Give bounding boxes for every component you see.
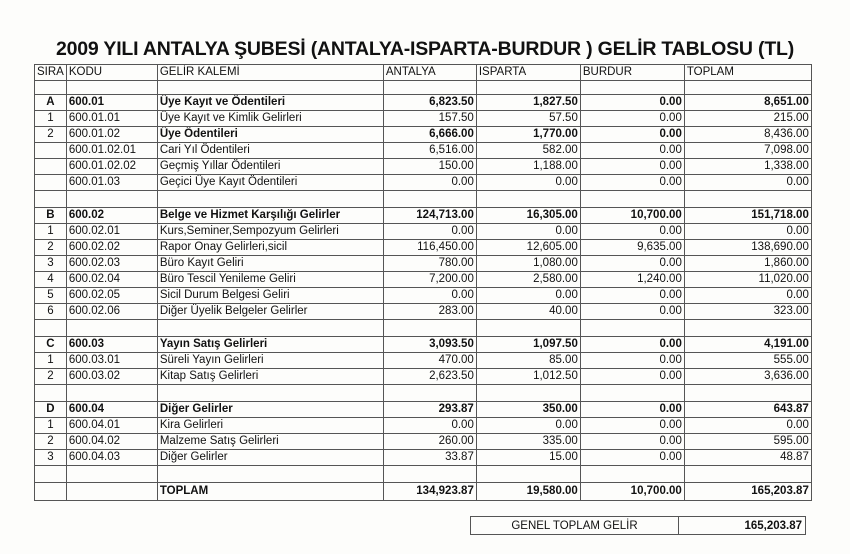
- header-sira: SIRA: [35, 65, 67, 81]
- row-isparta: 0.00: [476, 224, 580, 240]
- row-name: Kitap Satış Gelirleri: [157, 369, 383, 385]
- row-code: 600.04.03: [66, 450, 157, 466]
- table-row: [35, 143, 812, 159]
- row-sira: 4: [35, 272, 67, 288]
- row-burdur: 0.00: [580, 418, 684, 434]
- empty-cell: [157, 466, 383, 483]
- row-antalya: 0.00: [383, 418, 476, 434]
- table-row: [35, 418, 812, 434]
- empty-cell: [684, 191, 811, 208]
- row-name: Kurs,Seminer,Sempozyum Gelirleri: [157, 224, 383, 240]
- row-isparta: 12,605.00: [476, 240, 580, 256]
- row-name: Malzeme Satış Gelirleri: [157, 434, 383, 450]
- row-sira: 3: [35, 450, 67, 466]
- row-code: 600.02.04: [66, 272, 157, 288]
- section-letter: A: [35, 95, 67, 111]
- section-antalya: 293.87: [383, 402, 476, 418]
- row-isparta: 2,580.00: [476, 272, 580, 288]
- row-code: 600.01.02.02: [66, 159, 157, 175]
- row-name: Süreli Yayın Gelirleri: [157, 353, 383, 369]
- row-code: 600.02.05: [66, 288, 157, 304]
- table-row: [35, 111, 812, 127]
- row-toplam: 0.00: [684, 418, 811, 434]
- empty-cell: [157, 81, 383, 95]
- row-antalya: 150.00: [383, 159, 476, 175]
- empty-cell: [476, 320, 580, 337]
- spacer-row: [35, 466, 812, 483]
- empty-cell: [35, 483, 67, 501]
- row-code: 600.02.01: [66, 224, 157, 240]
- row-sira: 1: [35, 353, 67, 369]
- row-antalya: 33.87: [383, 450, 476, 466]
- section-antalya: 6,823.50: [383, 95, 476, 111]
- row-sira: 1: [35, 111, 67, 127]
- row-antalya: 0.00: [383, 175, 476, 191]
- empty-cell: [66, 81, 157, 95]
- section-name: Yayın Satış Gelirleri: [157, 337, 383, 353]
- grand-total-value: 165,203.87: [679, 517, 806, 535]
- row-isparta: 1,770.00: [476, 127, 580, 143]
- table-row: [35, 224, 812, 240]
- row-code: 600.01.02.01: [66, 143, 157, 159]
- total-antalya: 134,923.87: [383, 483, 476, 501]
- section-code: 600.01: [66, 95, 157, 111]
- row-name: Geçici Üye Kayıt Ödentileri: [157, 175, 383, 191]
- total-burdur: 10,700.00: [580, 483, 684, 501]
- section-code: 600.03: [66, 337, 157, 353]
- header-kalem: GELİR KALEMİ: [157, 65, 383, 81]
- row-burdur: 0.00: [580, 175, 684, 191]
- section-code: 600.02: [66, 208, 157, 224]
- row-toplam: 215.00: [684, 111, 811, 127]
- row-toplam: 48.87: [684, 450, 811, 466]
- section-row: [35, 95, 812, 111]
- total-isparta: 19,580.00: [476, 483, 580, 501]
- section-toplam: 4,191.00: [684, 337, 811, 353]
- row-toplam: 3,636.00: [684, 369, 811, 385]
- row-toplam: 555.00: [684, 353, 811, 369]
- total-row: [35, 483, 812, 501]
- row-code: 600.02.06: [66, 304, 157, 320]
- empty-cell: [35, 320, 67, 337]
- row-burdur: 9,635.00: [580, 240, 684, 256]
- empty-cell: [35, 191, 67, 208]
- empty-cell: [66, 483, 157, 501]
- total-label: TOPLAM: [157, 483, 383, 501]
- row-name: Üye Kayıt ve Kimlik Gelirleri: [157, 111, 383, 127]
- table-row: [35, 288, 812, 304]
- section-isparta: 1,097.50: [476, 337, 580, 353]
- row-isparta: 1,012.50: [476, 369, 580, 385]
- empty-cell: [580, 385, 684, 402]
- section-burdur: 0.00: [580, 337, 684, 353]
- section-burdur: 0.00: [580, 95, 684, 111]
- empty-cell: [66, 320, 157, 337]
- section-name: Diğer Gelirler: [157, 402, 383, 418]
- row-burdur: 1,240.00: [580, 272, 684, 288]
- table-row: [35, 159, 812, 175]
- row-sira: [35, 175, 67, 191]
- header-burdur: BURDUR: [580, 65, 684, 81]
- section-code: 600.04: [66, 402, 157, 418]
- spacer-row: [35, 191, 812, 208]
- empty-cell: [383, 320, 476, 337]
- row-antalya: 2,623.50: [383, 369, 476, 385]
- row-burdur: 0.00: [580, 127, 684, 143]
- row-isparta: 57.50: [476, 111, 580, 127]
- empty-cell: [157, 385, 383, 402]
- row-toplam: 323.00: [684, 304, 811, 320]
- empty-cell: [684, 385, 811, 402]
- empty-cell: [66, 191, 157, 208]
- row-toplam: 1,860.00: [684, 256, 811, 272]
- spacer-row: [35, 81, 812, 95]
- row-sira: 3: [35, 256, 67, 272]
- row-antalya: 116,450.00: [383, 240, 476, 256]
- row-burdur: 0.00: [580, 369, 684, 385]
- row-name: Büro Tescil Yenileme Geliri: [157, 272, 383, 288]
- row-toplam: 595.00: [684, 434, 811, 450]
- empty-cell: [684, 81, 811, 95]
- income-table: [34, 64, 812, 501]
- empty-cell: [580, 81, 684, 95]
- empty-cell: [35, 81, 67, 95]
- empty-cell: [35, 385, 67, 402]
- row-sira: 2: [35, 434, 67, 450]
- row-burdur: 0.00: [580, 111, 684, 127]
- empty-cell: [383, 385, 476, 402]
- spacer-row: [35, 385, 812, 402]
- row-toplam: 0.00: [684, 175, 811, 191]
- row-sira: 5: [35, 288, 67, 304]
- row-toplam: 138,690.00: [684, 240, 811, 256]
- row-toplam: 7,098.00: [684, 143, 811, 159]
- table-row: [35, 450, 812, 466]
- row-toplam: 0.00: [684, 288, 811, 304]
- section-burdur: 10,700.00: [580, 208, 684, 224]
- empty-cell: [684, 466, 811, 483]
- row-burdur: 0.00: [580, 224, 684, 240]
- row-isparta: 0.00: [476, 288, 580, 304]
- row-code: 600.04.01: [66, 418, 157, 434]
- row-isparta: 335.00: [476, 434, 580, 450]
- row-antalya: 283.00: [383, 304, 476, 320]
- empty-cell: [476, 81, 580, 95]
- row-toplam: 11,020.00: [684, 272, 811, 288]
- row-name: Üye Ödentileri: [157, 127, 383, 143]
- row-burdur: 0.00: [580, 159, 684, 175]
- row-isparta: 0.00: [476, 175, 580, 191]
- empty-cell: [383, 81, 476, 95]
- empty-cell: [157, 320, 383, 337]
- empty-cell: [476, 466, 580, 483]
- empty-cell: [476, 385, 580, 402]
- row-toplam: 1,338.00: [684, 159, 811, 175]
- row-antalya: 0.00: [383, 224, 476, 240]
- empty-cell: [35, 466, 67, 483]
- row-isparta: 40.00: [476, 304, 580, 320]
- row-antalya: 6,666.00: [383, 127, 476, 143]
- row-burdur: 0.00: [580, 288, 684, 304]
- row-sira: [35, 143, 67, 159]
- row-toplam: 0.00: [684, 224, 811, 240]
- row-burdur: 0.00: [580, 353, 684, 369]
- section-toplam: 151,718.00: [684, 208, 811, 224]
- section-toplam: 643.87: [684, 402, 811, 418]
- table-row: [35, 353, 812, 369]
- row-sira: 6: [35, 304, 67, 320]
- row-code: 600.01.03: [66, 175, 157, 191]
- empty-cell: [580, 191, 684, 208]
- row-name: Kira Gelirleri: [157, 418, 383, 434]
- page-title: 2009 YILI ANTALYA ŞUBESİ (ANTALYA-ISPARTA-BURDUR ) GELİR TABLOSU (TL): [55, 38, 795, 60]
- row-name: Büro Kayıt Geliri: [157, 256, 383, 272]
- table-row: [35, 272, 812, 288]
- table-row: [35, 240, 812, 256]
- row-code: 600.03.02: [66, 369, 157, 385]
- section-name: Belge ve Hizmet Karşılığı Gelirler: [157, 208, 383, 224]
- section-name: Üye Kayıt ve Ödentileri: [157, 95, 383, 111]
- section-antalya: 3,093.50: [383, 337, 476, 353]
- header-toplam: TOPLAM: [684, 65, 811, 81]
- section-antalya: 124,713.00: [383, 208, 476, 224]
- grand-total-label: GENEL TOPLAM GELİR: [471, 517, 679, 535]
- table-row: [35, 256, 812, 272]
- row-code: 600.01.02: [66, 127, 157, 143]
- row-code: 600.03.01: [66, 353, 157, 369]
- row-name: Diğer Üyelik Belgeler Gelirler: [157, 304, 383, 320]
- table-row: [35, 175, 812, 191]
- empty-cell: [66, 385, 157, 402]
- total-toplam: 165,203.87: [684, 483, 811, 501]
- row-sira: 1: [35, 418, 67, 434]
- empty-cell: [580, 466, 684, 483]
- row-sira: 2: [35, 240, 67, 256]
- row-code: 600.02.02: [66, 240, 157, 256]
- row-sira: 1: [35, 224, 67, 240]
- row-name: Diğer Gelirler: [157, 450, 383, 466]
- row-antalya: 157.50: [383, 111, 476, 127]
- row-antalya: 7,200.00: [383, 272, 476, 288]
- row-code: 600.01.01: [66, 111, 157, 127]
- header-antalya: ANTALYA: [383, 65, 476, 81]
- row-isparta: 15.00: [476, 450, 580, 466]
- row-burdur: 0.00: [580, 450, 684, 466]
- row-toplam: 8,436.00: [684, 127, 811, 143]
- row-antalya: 6,516.00: [383, 143, 476, 159]
- empty-cell: [157, 191, 383, 208]
- section-letter: C: [35, 337, 67, 353]
- empty-cell: [383, 191, 476, 208]
- row-antalya: 260.00: [383, 434, 476, 450]
- row-name: Geçmiş Yıllar Ödentileri: [157, 159, 383, 175]
- empty-cell: [580, 320, 684, 337]
- section-row: [35, 337, 812, 353]
- empty-cell: [383, 466, 476, 483]
- row-antalya: 0.00: [383, 288, 476, 304]
- row-burdur: 0.00: [580, 143, 684, 159]
- row-isparta: 1,188.00: [476, 159, 580, 175]
- section-toplam: 8,651.00: [684, 95, 811, 111]
- row-code: 600.04.02: [66, 434, 157, 450]
- table-row: [35, 304, 812, 320]
- row-isparta: 85.00: [476, 353, 580, 369]
- table-row: [35, 127, 812, 143]
- row-code: 600.02.03: [66, 256, 157, 272]
- table-row: [35, 434, 812, 450]
- empty-cell: [476, 191, 580, 208]
- section-row: [35, 402, 812, 418]
- row-antalya: 780.00: [383, 256, 476, 272]
- row-name: Sicil Durum Belgesi Geliri: [157, 288, 383, 304]
- empty-cell: [684, 320, 811, 337]
- row-sira: 2: [35, 127, 67, 143]
- table-row: [35, 369, 812, 385]
- row-name: Rapor Onay Gelirleri,sicil: [157, 240, 383, 256]
- row-sira: 2: [35, 369, 67, 385]
- section-isparta: 16,305.00: [476, 208, 580, 224]
- section-burdur: 0.00: [580, 402, 684, 418]
- section-letter: B: [35, 208, 67, 224]
- row-isparta: 0.00: [476, 418, 580, 434]
- row-burdur: 0.00: [580, 304, 684, 320]
- row-name: Cari Yıl Ödentileri: [157, 143, 383, 159]
- section-letter: D: [35, 402, 67, 418]
- row-isparta: 1,080.00: [476, 256, 580, 272]
- header-kodu: KODU: [66, 65, 157, 81]
- table-header-row: [35, 65, 812, 81]
- row-sira: [35, 159, 67, 175]
- section-row: [35, 208, 812, 224]
- row-burdur: 0.00: [580, 256, 684, 272]
- row-isparta: 582.00: [476, 143, 580, 159]
- row-burdur: 0.00: [580, 434, 684, 450]
- grand-total-box: [470, 516, 806, 535]
- empty-cell: [66, 466, 157, 483]
- section-isparta: 1,827.50: [476, 95, 580, 111]
- section-isparta: 350.00: [476, 402, 580, 418]
- row-antalya: 470.00: [383, 353, 476, 369]
- header-isparta: ISPARTA: [476, 65, 580, 81]
- spacer-row: [35, 320, 812, 337]
